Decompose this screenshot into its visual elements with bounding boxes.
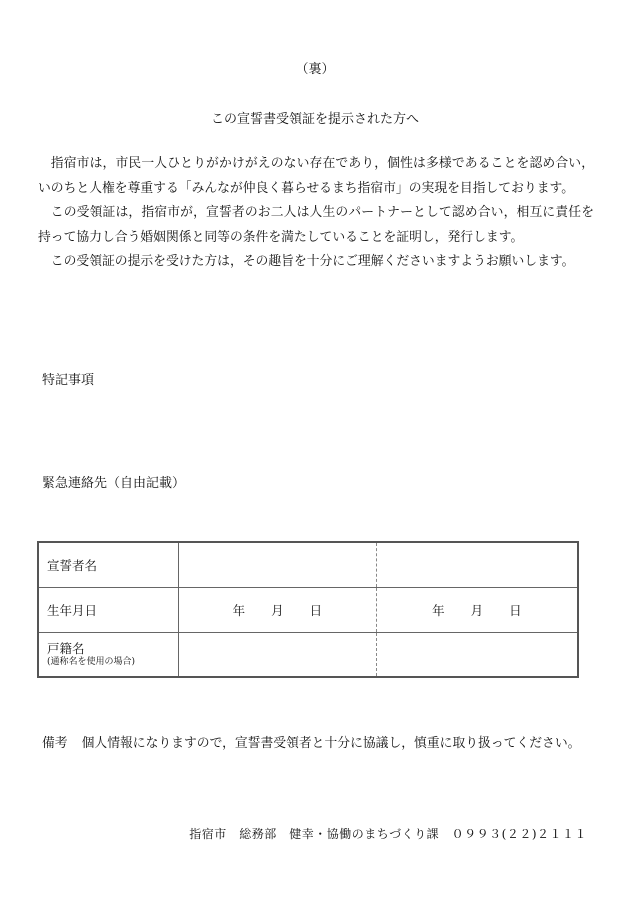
family-name-label: 戸籍名	[47, 640, 85, 656]
footer-contact: 指宿市 総務部 健幸・協働のまちづくり課 ０９９３(２２)２１１１	[189, 827, 587, 841]
month-unit-1: 月	[271, 602, 284, 618]
row-label-family-name	[38, 632, 179, 677]
family-name-cell-1[interactable]	[179, 632, 377, 677]
name-cell-1[interactable]	[179, 542, 377, 587]
body-paragraph-1: 指宿市は，市民一人ひとりがかけがえのない存在であり，個性は多様であることを認め合い，いのちと人権を尊重する「みんなが仲良く暮らせるまち指宿市」の実現を目指しております。	[38, 156, 594, 196]
table-row-name	[38, 542, 578, 587]
special-notes-label: 特記事項	[42, 373, 95, 388]
row-label-name: 宣誓者名	[38, 542, 179, 587]
body-paragraph-2: この受領証は，指宿市が，宣誓者のお二人は人生のパートナーとして認め合い，相互に責任を持って協力し合う婚姻関係と同等の条件を満たしていることを証明し，発行します。	[38, 205, 594, 245]
day-unit-2: 日	[509, 602, 522, 618]
year-unit-2: 年	[432, 602, 445, 618]
table-row-family-name	[38, 632, 578, 677]
family-name-cell-2[interactable]	[376, 632, 578, 677]
family-name-note: (通称名を使用の場合)	[47, 656, 136, 667]
remarks-label: 備考	[42, 736, 68, 751]
remarks-text: 個人情報になりますので，宣誓書受領者と十分に協議し，慎重に取り扱ってください。	[81, 736, 581, 751]
contact-table	[37, 541, 579, 678]
back-side-label: （裏）	[295, 62, 335, 77]
birthdate-cell-1[interactable]	[179, 587, 377, 632]
month-unit-2: 月	[470, 602, 484, 618]
body-text	[38, 152, 594, 275]
body-paragraph-3: この受領証の提示を受けた方は，その趣旨を十分にご理解くださいますようお願いします。	[50, 254, 575, 269]
table-row-birthdate	[38, 587, 578, 632]
remarks	[42, 732, 580, 751]
name-cell-2[interactable]	[376, 542, 578, 587]
emergency-contact-label: 緊急連絡先（自由記載）	[42, 476, 186, 491]
year-unit-1: 年	[232, 602, 246, 618]
birthdate-cell-2[interactable]	[376, 587, 578, 632]
row-label-birthdate: 生年月日	[38, 587, 179, 632]
day-unit-1: 日	[309, 602, 323, 618]
page-title: この宣誓書受領証を提示された方へ	[210, 112, 419, 127]
